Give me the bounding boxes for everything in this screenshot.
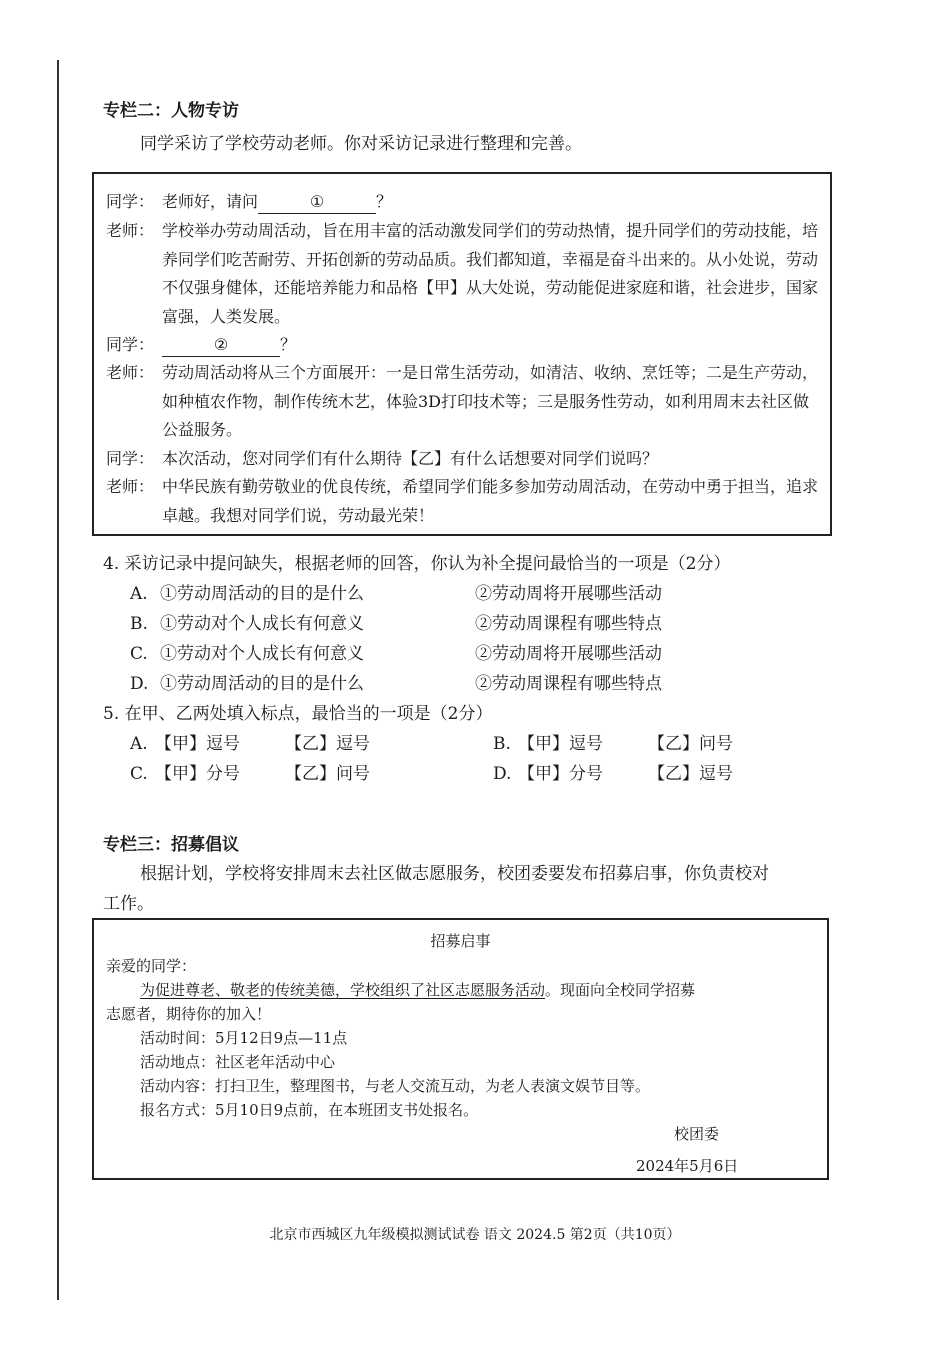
teacher-answer: 劳动周活动将从三个方面展开：一是日常生活劳动，如清洁、收纳、烹饪等；二是生产劳动，如种植农作物，制作传统木艺，体验3D打印技术等；三是服务性劳动，如利用周末去社区做公益服务。 — [162, 363, 819, 439]
notice-title: 招募启事 — [430, 932, 491, 950]
speaker-label: 老师： — [106, 477, 155, 496]
answer-blank-2[interactable]: ② — [162, 334, 280, 357]
notice-body-line1: 为促进尊老、敬老的传统美德，学校组织了社区志愿服务活动。现面向全校同学招募 — [140, 981, 696, 999]
recruitment-notice-box — [92, 918, 829, 1180]
notice-greeting: 亲爱的同学： — [106, 957, 197, 975]
teacher-answer: 中华民族有勤劳敬业的优良传统，希望同学们能多参加劳动周活动，在劳动中勇于担当，追求卓越。我想对同学们说，劳动最光荣！ — [162, 477, 819, 525]
dialogue-line-6 — [106, 473, 818, 530]
speaker-label: 老师： — [106, 221, 155, 240]
binding-margin-line — [57, 60, 59, 1300]
section2-title: 专栏二：人物专访 — [103, 101, 239, 121]
question-4-stem: 4. 采访记录中提问缺失，根据老师的回答，你认为补全提问最恰当的一项是（2分） — [103, 554, 731, 574]
dialogue-line-4 — [106, 359, 818, 445]
section2-intro: 同学采访了学校劳动老师。你对采访记录进行整理和完善。 — [140, 134, 582, 154]
notice-signer: 校团委 — [674, 1125, 720, 1143]
speaker-label: 老师： — [106, 363, 155, 382]
page-footer: 北京市西城区九年级模拟测试试卷 语文 2024.5 第2页（共10页） — [269, 1227, 681, 1243]
section3-title: 专栏三：招募倡议 — [103, 835, 239, 855]
notice-time: 活动时间：5月12日9点—11点 — [140, 1029, 348, 1047]
notice-place: 活动地点：社区老年活动中心 — [140, 1053, 336, 1071]
speaker-label: 同学： — [106, 192, 155, 211]
notice-date: 2024年5月6日 — [636, 1157, 739, 1175]
notice-content: 活动内容：打扫卫生，整理图书，与老人交流互动，为老人表演文娱节目等。 — [140, 1077, 651, 1095]
dialogue-line-5 — [106, 445, 818, 474]
speaker-label: 同学： — [106, 449, 155, 468]
underlined-sentence[interactable]: 为促进尊老、敬老的传统美德，学校组织了社区志愿服务活动 — [140, 981, 546, 999]
dialogue-line-3: 同学： ② ？ — [106, 331, 818, 360]
notice-signup: 报名方式：5月10日9点前，在本班团支书处报名。 — [140, 1101, 479, 1119]
dialogue-line-1: 同学： 老师好，请问 ① ？ — [106, 188, 818, 217]
notice-body-line2: 志愿者，期待你的加入！ — [106, 1005, 272, 1023]
student-question: 本次活动，您对同学们有什么期待【乙】有什么话想要对同学们说吗？ — [162, 449, 659, 468]
section3-intro-line1: 根据计划，学校将安排周末去社区做志愿服务，校团委要发布招募启事，你负责校对 — [140, 864, 769, 884]
section3-intro-line2: 工作。 — [103, 894, 154, 914]
dialogue-line-2 — [106, 217, 818, 331]
speaker-label: 同学： — [106, 335, 155, 354]
question-5-stem: 5. 在甲、乙两处填入标点，最恰当的一项是（2分） — [103, 704, 493, 724]
teacher-answer: 学校举办劳动周活动，旨在用丰富的活动激发同学们的劳动热情，提升同学们的劳动技能，培养同学们吃苦耐劳、开拓创新的劳动品质。我们都知道，幸福是奋斗出来的。从小处说，劳动不仅强身健体，还能培养能力和品格【甲】从大处说，劳动能促进家庭和谐，社会进步，国家富强，人类发展。 — [162, 221, 819, 326]
interview-record-box — [92, 172, 832, 536]
answer-blank-1[interactable]: ① — [258, 191, 376, 214]
